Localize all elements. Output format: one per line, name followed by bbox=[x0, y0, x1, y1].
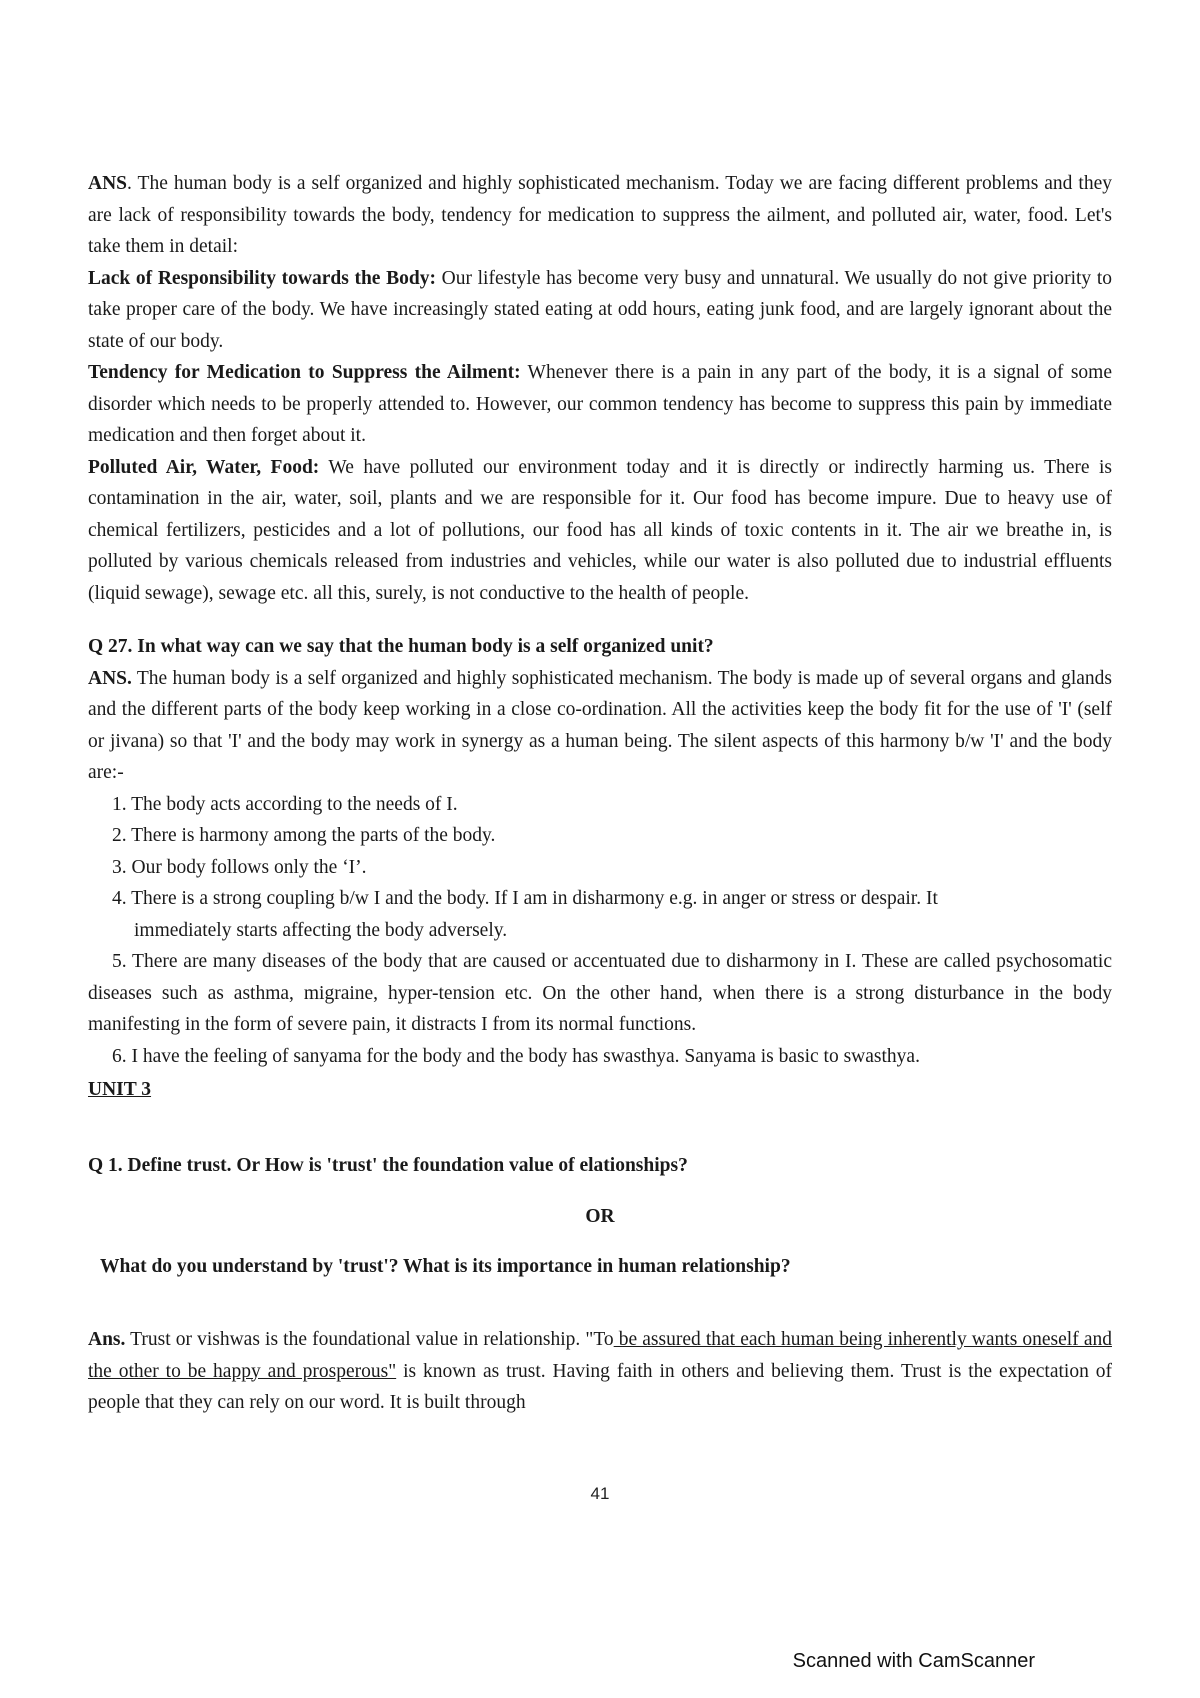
answer-intro bbox=[88, 168, 1112, 263]
answer-1-continuation: is known as trust. Having faith in others and believing them. Trust is the expectation of people that they can rely on our word. It is built through bbox=[88, 1360, 1112, 1413]
scanner-watermark: Scanned with CamScanner bbox=[792, 1650, 1035, 1672]
list-item bbox=[88, 883, 1112, 946]
question-1: Q 1. Define trust. Or How is 'trust' the foundation value of elationships? bbox=[88, 1154, 688, 1176]
section-polluted-air bbox=[88, 452, 1112, 610]
question-27: Q 27. In what way can we say that the human body is a self organized unit? bbox=[88, 636, 714, 657]
list-item-continuation: immediately starts affecting the body adversely. bbox=[134, 919, 508, 941]
unit-heading: UNIT 3 bbox=[88, 1079, 152, 1100]
document-page bbox=[88, 168, 1112, 1419]
section-text: Whenever there is a pain in any part of the body, it is a signal of some disorder which needs to be properly attended to. However, our common tendency has become to suppress this pain by immediate medication and then forget about it. bbox=[88, 362, 1112, 446]
list-item: 3. Our body follows only the ‘I’. bbox=[112, 856, 367, 878]
answer-label: Ans. bbox=[88, 1329, 126, 1350]
list-item: 6. I have the feeling of sanyama for the body and the body has swasthya. Sanyama is basic to swasthya. bbox=[112, 1045, 920, 1067]
list-item-text: 4. There is a strong coupling b/w I and the body. If I am in disharmony e.g. in anger or stress or despair. It bbox=[112, 888, 938, 909]
answer-27 bbox=[88, 663, 1112, 789]
answer-label: ANS bbox=[88, 173, 128, 194]
section-heading: Lack of Responsibility towards the Body: bbox=[88, 267, 436, 289]
alternate-question: What do you understand by 'trust'? What is its importance in human relationship? bbox=[100, 1255, 791, 1277]
section-heading: Polluted Air, Water, Food: bbox=[88, 456, 320, 478]
section-heading: Tendency for Medication to Suppress the Ailment: bbox=[88, 362, 521, 383]
answer-1 bbox=[88, 1324, 1112, 1419]
page-number: 41 bbox=[590, 1484, 610, 1503]
answer-1-text: Trust or vishwas is the foundational value in relationship. "To bbox=[125, 1329, 614, 1350]
list-item: 2. There is harmony among the parts of the body. bbox=[112, 825, 496, 846]
list-item: 1. The body acts according to the needs of I. bbox=[112, 793, 458, 815]
or-separator: OR bbox=[585, 1206, 615, 1227]
section-text: Our lifestyle has become very busy and unnatural. We usually do not give priority to take proper care of the body. We have increasingly stated eating at odd hours, eating junk food, and are largely ignorant about the state of our body. bbox=[88, 267, 1112, 352]
section-text: We have polluted our environment today and it is directly or indirectly harming us. There is contamination in the air, water, soil, plants and we are responsible for it. Our food has become impure. Due to heavy use of chemical fertilizers, pesticides and a lot of pollutions, our food has all kinds of toxic contents in it. The air we breathe in, is polluted by various chemicals released from industries and vehicles, while our water is also polluted due to industrial effluents (liquid sewage), sewage etc. all this, surely, is not conductive to the health of people. bbox=[88, 456, 1112, 604]
answer-label: ANS. bbox=[88, 667, 132, 689]
list-item bbox=[88, 946, 1112, 1041]
underlined-definition: be assured that each human being inherently wants oneself and the other to be happy and prosperous" bbox=[88, 1329, 1112, 1382]
answer-intro-text: . The human body is a self organized and highly sophisticated mechanism. Today we are facing different problems and they are lack of responsibility towards the body, tendency for medication to suppress the ailment, and polluted air, water, food. Let's take them in detail: bbox=[88, 173, 1112, 257]
list-item-text: 5. There are many diseases of the body that are caused or accentuated due to disharmony in I. These are called psychosomatic diseases such as asthma, migraine, hyper-tension etc. On the other hand, when there is a strong disturbance in the body manifesting in the form of severe pain, it distracts I from its normal functions. bbox=[88, 951, 1112, 1035]
section-lack-of-responsibility bbox=[88, 263, 1112, 358]
answer-27-text: The human body is a self organized and highly sophisticated mechanism. The body is made up of several organs and glands and the different parts of the body keep working in a close co-ordination. All the activities keep the body fit for the use of 'I' (self or jivana) so that 'I' and the body may work in synergy as a human being. The silent aspects of this harmony b/w 'I' and the body are:- bbox=[88, 667, 1112, 783]
section-tendency-medication bbox=[88, 357, 1112, 452]
